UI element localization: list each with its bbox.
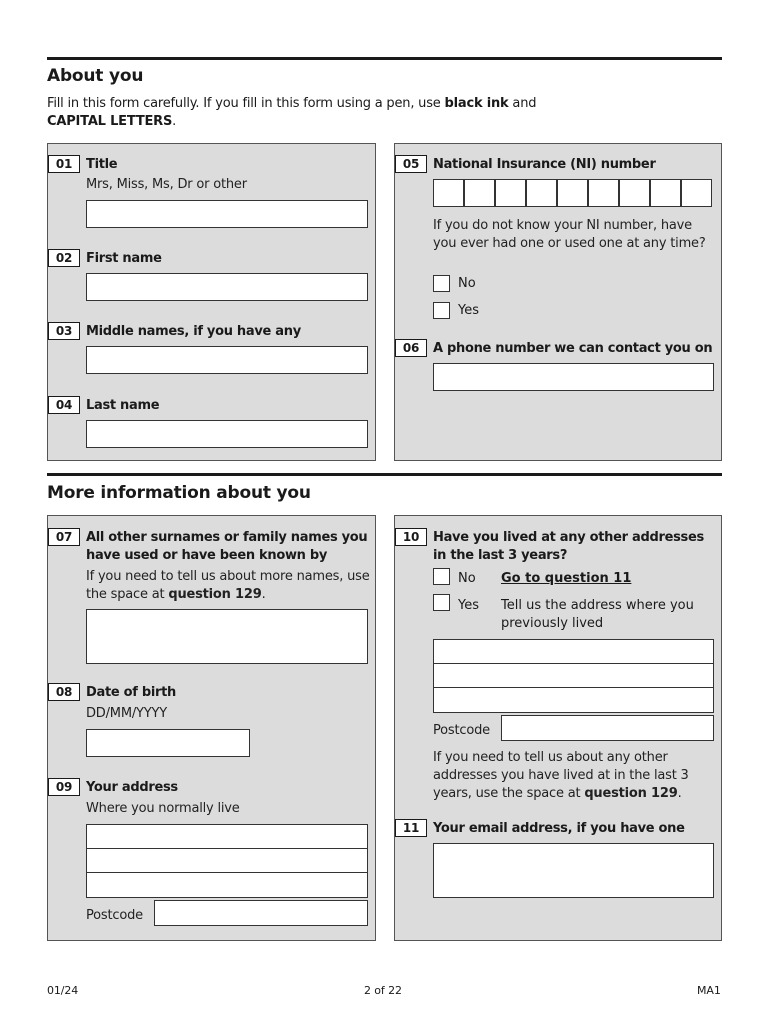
section-divider-middle — [47, 473, 722, 476]
phone-number-input[interactable] — [433, 363, 714, 391]
question-title: National Insurance (NI) number — [433, 157, 656, 172]
panel-more-info-left — [47, 515, 376, 941]
previous-postcode-input[interactable] — [501, 715, 714, 741]
question-hint: DD/MM/YYYY — [86, 706, 167, 721]
ni-digit-box[interactable] — [681, 179, 712, 207]
footer-form-code: MA1 — [697, 984, 721, 997]
question-title: Date of birth — [86, 685, 176, 700]
postcode-input[interactable] — [154, 900, 368, 926]
address-line-3-input[interactable] — [86, 872, 368, 898]
section-heading-more-info: More information about you — [47, 483, 311, 503]
question-number: 03 — [48, 322, 80, 340]
email-address-input[interactable] — [433, 843, 714, 898]
panel-about-you-left — [47, 143, 376, 461]
ni-yes-checkbox[interactable] — [433, 302, 450, 319]
footer-page-number: 2 of 22 — [364, 984, 402, 997]
other-address-yes-checkbox[interactable] — [433, 594, 450, 611]
ni-digit-box[interactable] — [650, 179, 681, 207]
ni-yes-label: Yes — [458, 303, 479, 318]
ni-no-label: No — [458, 276, 476, 291]
address-line-2-input[interactable] — [86, 848, 368, 873]
other-address-yes-label: Yes — [458, 598, 479, 613]
section-divider-top — [47, 57, 722, 60]
question-title: Title — [86, 157, 118, 172]
question-hint: Mrs, Miss, Ms, Dr or other — [86, 177, 247, 192]
address-line-1-input[interactable] — [86, 824, 368, 849]
question-number: 02 — [48, 249, 80, 267]
question-title: Your email address, if you have one — [433, 821, 685, 836]
question-number: 01 — [48, 155, 80, 173]
first-name-input[interactable] — [86, 273, 368, 301]
previous-address-line-1-input[interactable] — [433, 639, 714, 664]
postcode-label: Postcode — [86, 908, 143, 923]
ni-digit-box[interactable] — [526, 179, 557, 207]
panel-more-info-right — [394, 515, 722, 941]
section-heading-about-you: About you — [47, 66, 144, 86]
question-number: 05 — [395, 155, 427, 173]
title-input[interactable] — [86, 200, 368, 228]
other-address-no-checkbox[interactable] — [433, 568, 450, 585]
ni-digit-box[interactable] — [557, 179, 588, 207]
question-title: Middle names, if you have any — [86, 324, 301, 339]
last-name-input[interactable] — [86, 420, 368, 448]
ni-no-checkbox[interactable] — [433, 275, 450, 292]
previous-address-line-3-input[interactable] — [433, 687, 714, 713]
question-title: A phone number we can contact you on — [433, 341, 713, 356]
question-hint: If you need to tell us about any other addresses you have lived at in the last 3 years, use the space at question 129. — [433, 750, 689, 801]
question-title: Last name — [86, 398, 160, 413]
date-of-birth-input[interactable] — [86, 729, 250, 757]
other-surnames-input[interactable] — [86, 609, 368, 664]
question-number: 06 — [395, 339, 427, 357]
question-hint: If you need to tell us about more names, use the space at question 129. — [86, 569, 370, 602]
intro-text: Fill in this form carefully. If you fill in this form using a pen, use black ink and CAPITAL LETTERS. — [47, 96, 537, 129]
question-title: First name — [86, 251, 162, 266]
question-number: 10 — [395, 528, 427, 546]
question-number: 07 — [48, 528, 80, 546]
ni-digit-box[interactable] — [464, 179, 495, 207]
question-hint: If you do not know your NI number, have you ever had one or used one at any time? — [433, 218, 706, 251]
ni-digit-box[interactable] — [433, 179, 464, 207]
question-number: 09 — [48, 778, 80, 796]
question-title: Your address — [86, 780, 178, 795]
panel-about-you-right — [394, 143, 722, 461]
question-title: All other surnames or family names you have used or have been known by — [86, 530, 368, 563]
question-number: 04 — [48, 396, 80, 414]
footer-date: 01/24 — [47, 984, 79, 997]
other-address-no-label: No — [458, 571, 476, 586]
go-to-question-11-link[interactable]: Go to question 11 — [501, 571, 632, 586]
question-number: 08 — [48, 683, 80, 701]
ni-digit-box[interactable] — [619, 179, 650, 207]
ni-digit-box[interactable] — [495, 179, 526, 207]
other-address-yes-instruction: Tell us the address where you previously lived — [501, 598, 694, 631]
ni-digit-box[interactable] — [588, 179, 619, 207]
middle-names-input[interactable] — [86, 346, 368, 374]
question-number: 11 — [395, 819, 427, 837]
question-title: Have you lived at any other addresses in the last 3 years? — [433, 530, 704, 563]
ni-number-input[interactable] — [433, 179, 713, 207]
previous-address-line-2-input[interactable] — [433, 663, 714, 688]
postcode-label: Postcode — [433, 723, 490, 738]
question-hint: Where you normally live — [86, 801, 240, 816]
